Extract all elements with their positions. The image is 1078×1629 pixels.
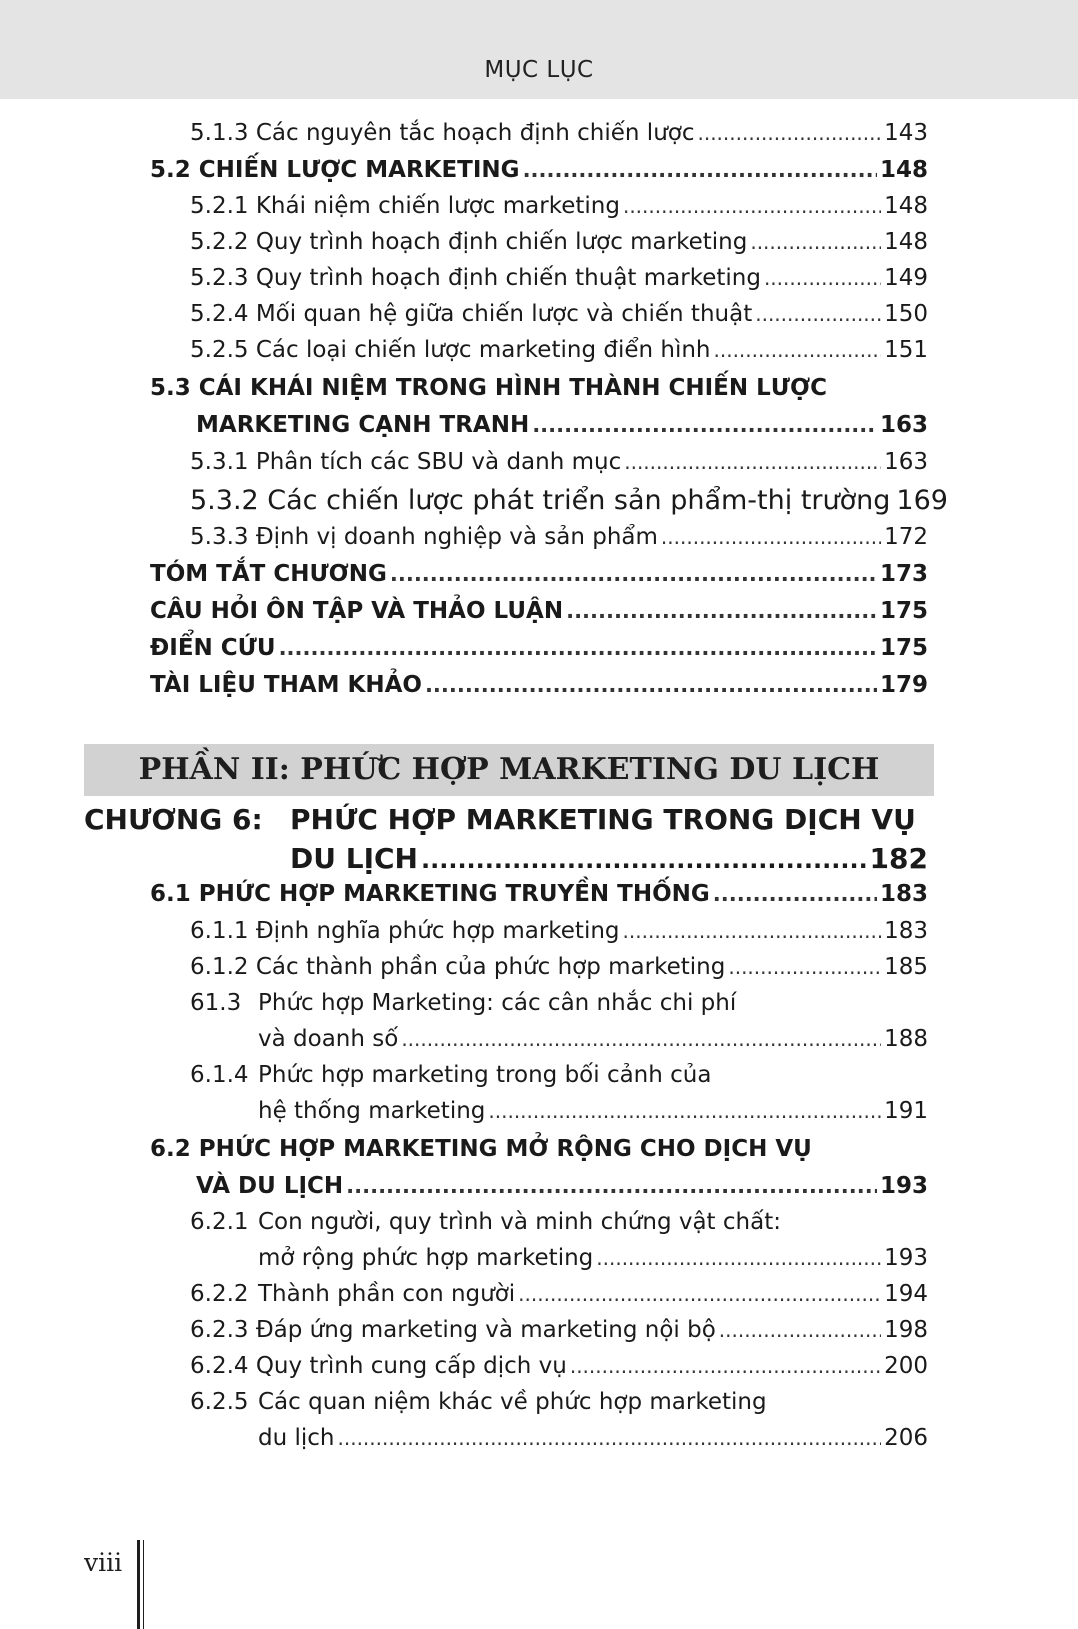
toc-entry-5-3-3[interactable]: 5.3.3 Định vị doanh nghiệp và sản phẩm ..... 172 xyxy=(190,524,928,550)
toc-entry-6-2-5-line1[interactable]: Các quan niệm khác về phức hợp marketing xyxy=(258,1389,767,1415)
toc-section-6-2-line1[interactable]: 6.2 PHỨC HỢP MARKETING MỞ RỘNG CHO DỊCH VỤ xyxy=(150,1136,812,1162)
page-title: MỤC LỤC xyxy=(484,57,594,83)
toc-entry-6-2-1-number: 6.2.1 xyxy=(190,1209,249,1235)
toc-review-questions[interactable]: CÂU HỎI ÔN TẬP VÀ THẢO LUẬN ..... 175 xyxy=(150,598,928,624)
toc-section-6-2[interactable]: VÀ DU LỊCH ..... 193 xyxy=(196,1173,928,1199)
toc-case-study[interactable]: ĐIỂN CỨU ..... 175 xyxy=(150,635,928,661)
footer-rule-thin xyxy=(143,1540,144,1629)
toc-entry-5-2-1[interactable]: 5.2.1 Khái niệm chiến lược marketing ..... 148 xyxy=(190,193,928,219)
toc-entry-6-1-4[interactable]: hệ thống marketing ..... 191 xyxy=(258,1098,928,1124)
toc-entry-6-2-4[interactable]: 6.2.4 Quy trình cung cấp dịch vụ ..... 200 xyxy=(190,1353,928,1379)
footer-rule-thick xyxy=(137,1540,140,1629)
toc-entry-6-2-5-number: 6.2.5 xyxy=(190,1389,249,1415)
toc-entry-5-2-3[interactable]: 5.2.3 Quy trình hoạch định chiến thuật marketing ..... 149 xyxy=(190,265,928,291)
toc-section-5-2[interactable]: 5.2 CHIẾN LƯỢC MARKETING ..... 148 xyxy=(150,157,928,183)
toc-entry-6-2-3[interactable]: 6.2.3 Đáp ứng marketing và marketing nội bộ ..... 198 xyxy=(190,1317,928,1343)
toc-entry-5-1-3[interactable]: 5.1.3 Các nguyên tắc hoạch định chiến lược ..... 143 xyxy=(190,120,928,146)
toc-entry-6-2-1-line1[interactable]: Con người, quy trình và minh chứng vật chất: xyxy=(258,1209,781,1235)
toc-entry-6-1-3-line1[interactable]: Phức hợp Marketing: các cân nhắc chi phí xyxy=(258,990,737,1016)
toc-entry-6-2-2[interactable]: Thành phần con người ..... 194 xyxy=(258,1281,928,1307)
chapter-title-line1[interactable]: PHỨC HỢP MARKETING TRONG DỊCH VỤ xyxy=(290,803,916,836)
toc-entry-5-2-5[interactable]: 5.2.5 Các loại chiến lược marketing điển hình ..... 151 xyxy=(190,337,928,363)
chapter-6-entry[interactable]: DU LỊCH ..... 182 xyxy=(290,842,928,875)
toc-section-6-1[interactable]: 6.1 PHỨC HỢP MARKETING TRUYỀN THỐNG ..... 183 xyxy=(150,881,928,907)
toc-entry-6-2-2-number: 6.2.2 xyxy=(190,1281,249,1307)
toc-section-5-3-line1[interactable]: 5.3 CÁI KHÁI NIỆM TRONG HÌNH THÀNH CHIẾN LƯỢC xyxy=(150,375,827,401)
toc-entry-6-1-4-number: 6.1.4 xyxy=(190,1062,249,1088)
toc-references[interactable]: TÀI LIỆU THAM KHẢO ..... 179 xyxy=(150,672,928,698)
toc-entry-6-1-1[interactable]: 6.1.1 Định nghĩa phức hợp marketing ..... 183 xyxy=(190,918,928,944)
toc-entry-6-1-2[interactable]: 6.1.2 Các thành phần của phức hợp marketing ..... 185 xyxy=(190,954,928,980)
toc-entry-5-2-4[interactable]: 5.2.4 Mối quan hệ giữa chiến lược và chiến thuật ..... 150 xyxy=(190,301,928,327)
page-number: viii xyxy=(84,1548,123,1577)
toc-entry-6-1-4-line1[interactable]: Phức hợp marketing trong bối cảnh của xyxy=(258,1062,712,1088)
part-heading[interactable]: PHẦN II: PHỨC HỢP MARKETING DU LỊCH xyxy=(138,752,880,787)
toc-entry-5-3-2[interactable]: 5.3.2 Các chiến lược phát triển sản phẩm-thị trường 169 xyxy=(190,485,948,516)
toc-entry-6-1-3[interactable]: và doanh số ..... 188 xyxy=(258,1026,928,1052)
chapter-label: CHƯƠNG 6: xyxy=(84,803,263,836)
toc-entry-6-2-1[interactable]: mở rộng phức hợp marketing ..... 193 xyxy=(258,1245,928,1271)
toc-summary[interactable]: TÓM TẮT CHƯƠNG ..... 173 xyxy=(150,561,928,587)
toc-entry-6-1-3-number: 61.3 xyxy=(190,990,242,1016)
toc-entry-6-2-5[interactable]: du lịch ..... 206 xyxy=(258,1425,928,1451)
toc-entry-5-3-1[interactable]: 5.3.1 Phân tích các SBU và danh mục ..... 163 xyxy=(190,449,928,475)
toc-entry-5-2-2[interactable]: 5.2.2 Quy trình hoạch định chiến lược marketing ..... 148 xyxy=(190,229,928,255)
toc-section-5-3[interactable]: MARKETING CẠNH TRANH ..... 163 xyxy=(196,412,928,438)
